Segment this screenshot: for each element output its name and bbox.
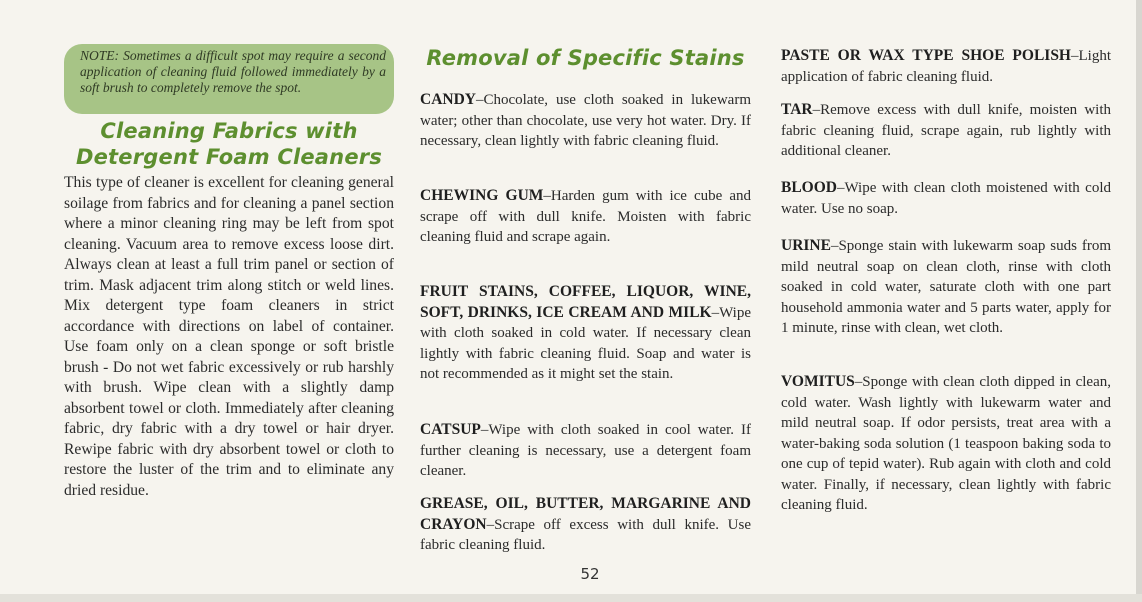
stain-entry-chewing-gum: [420, 186, 751, 248]
stain-heading: GREASE, OIL, BUTTER, MARGARINE AND CRAYON: [420, 495, 751, 533]
stain-entry-catsup: [420, 420, 751, 482]
stain-text: –Light application of fabric cleaning fluid.: [781, 48, 1111, 85]
section-title-cleaning-fabrics: [64, 118, 394, 170]
page-number: 52: [580, 565, 600, 583]
stain-entry-blood: [781, 178, 1111, 219]
section-title-specific-stains: Removal of Specific Stains: [426, 46, 745, 70]
stain-text: –Chocolate, use cloth soaked in lukewarm water; other than chocolate, use very hot water. Dry. If necessary, clean lightly with fabric cleaning fluid.: [420, 92, 751, 149]
stain-text: –Wipe with cloth soaked in cold water. If necessary clean lightly with fabric cleaning fluid. Soap and water is not recommended as it might set the stain.: [420, 304, 751, 382]
stain-heading: VOMITUS: [781, 373, 855, 390]
stain-text: –Sponge stain with lukewarm soap suds from mild neutral soap on clean cloth, rinse with cloth soaked in cold water, saturate cloth with one part household ammonia water and 5 parts water, apply for 1 minute, rinse with clean, wet cloth.: [781, 238, 1111, 336]
stain-text: –Remove excess with dull knife, moisten with fabric cleaning fluid, scrape again, rub lightly with additional cleaner.: [781, 102, 1111, 159]
stain-heading: BLOOD: [781, 179, 837, 196]
stain-heading: CANDY: [420, 91, 476, 108]
title-line-2: Detergent Foam Cleaners: [75, 145, 383, 169]
stain-heading: URINE: [781, 237, 831, 254]
stain-text: –Harden gum with ice cube and scrape off with dull knife. Moisten with fabric cleaning fluid and scrape again.: [420, 188, 751, 245]
title-line-1: Cleaning Fabrics with: [100, 119, 358, 143]
stain-entry-tar: [781, 100, 1111, 162]
page-edge-right: [1136, 0, 1142, 602]
stain-text: –Wipe with clean cloth moistened with cold water. Use no soap.: [781, 180, 1111, 217]
stain-entry-grease: [420, 494, 751, 556]
stain-text: –Wipe with cloth soaked in cool water. If further cleaning is necessary, use a detergent foam cleaner.: [420, 422, 751, 479]
stain-heading: CHEWING GUM: [420, 187, 544, 204]
stain-heading: TAR: [781, 101, 813, 118]
stain-heading: FRUIT STAINS, COFFEE, LIQUOR, WINE, SOFT, DRINKS, ICE CREAM AND MILK: [420, 283, 751, 321]
stain-entry-vomitus: [781, 372, 1111, 516]
stain-entry-candy: [420, 90, 751, 152]
stain-heading: PASTE OR WAX TYPE SHOE POLISH: [781, 47, 1071, 64]
stain-text: –Scrape off excess with dull knife. Use fabric cleaning fluid.: [420, 516, 751, 553]
stain-entry-shoe-polish: [781, 46, 1111, 87]
stain-text: –Sponge with clean cloth dipped in clean, cold water. Wash lightly with lukewarm water and mild neutral soap. If odor persists, treat area with a water-baking soda solution (1 teaspoon baking soda to one cup of tepid water). Rub again with cloth and cold water. Finally, if necessary, clean lightly with fabric cleaning fluid.: [781, 374, 1111, 513]
stain-entry-fruit-stains: [420, 282, 751, 385]
page-edge-bottom: [0, 594, 1142, 602]
stain-heading: CATSUP: [420, 421, 481, 438]
cleaning-fabrics-paragraph: This type of cleaner is excellent for cleaning general soilage from fabrics and for cleaning a panel section where a minor cleaning ring may be left from spot cleaning. Vacuum area to remove excess loose dirt. Always clean at least a full trim panel or section of trim. Mask adjacent trim along stitch or weld lines. Mix detergent type foam cleaners in strict accordance with directions on label of container. Use foam only on a clean sponge or soft bristle brush - Do not wet fabric excessively or rub harshly with brush. Wipe clean with a slightly damp absorbent towel or cloth. Immediately after cleaning fabric, dry fabric with a dry towel or hair dryer. Rewipe fabric with dry absorbent towel or cloth to restore the luster of the trim and to eliminate any dried residue.: [64, 174, 394, 499]
stain-entry-urine: [781, 236, 1111, 339]
note-text: NOTE: Sometimes a difficult spot may require a second application of cleaning fluid followed immediately by a soft brush to completely remove the spot.: [80, 48, 386, 95]
